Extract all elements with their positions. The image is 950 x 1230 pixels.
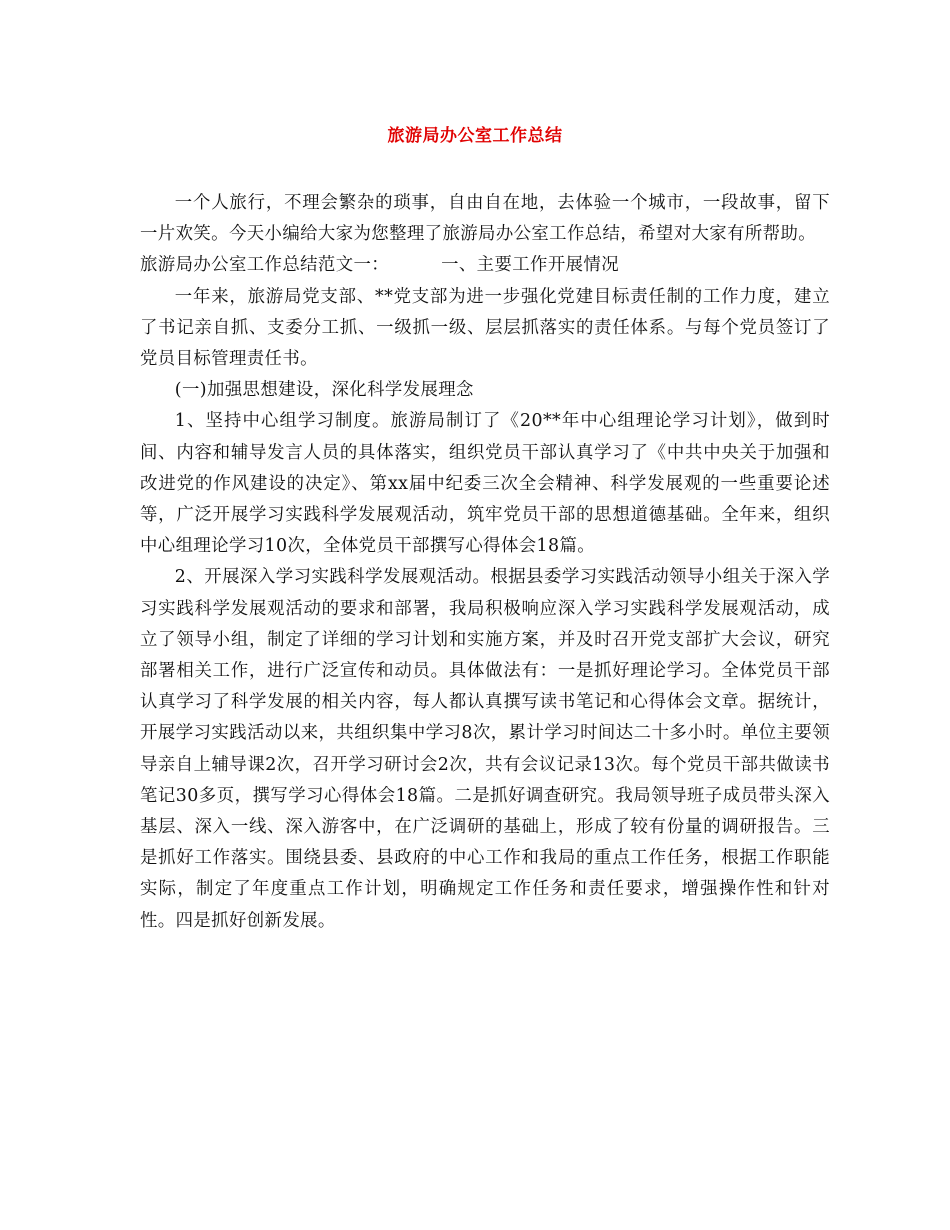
document-body — [140, 188, 830, 937]
section-heading-one: 一、主要工作开展情况 — [441, 255, 619, 276]
document-title: 旅游局办公室工作总结 — [387, 126, 563, 146]
item-one-paragraph: 1、坚持中心组学习制度。旅游局制订了《20**年中心组理论学习计划》，做到时间、内容和辅导发言人员的具体落实，组织党员干部认真学习了《中共中央关于加强和改进党的作风建设的决定》、第xx届中纪委三次全会精神、科学发展观的一些重要论述等，广泛开展学习实践科学发展观活动，筑牢党员干部的思想道德基础。全年来，组织中心组理论学习10次，全体党员干部撰写心得体会18篇。 — [140, 411, 830, 557]
item-two-paragraph: 2、开展深入学习实践科学发展观活动。根据县委学习实践活动领导小组关于深入学习实践科学发展观活动的要求和部署，我局积极响应深入学习实践科学发展观活动，成立了领导小组，制定了详细的学习计划和实施方案，并及时召开党支部扩大会议，研究部署相关工作，进行广泛宣传和动员。具体做法有：一是抓好理论学习。全体党员干部认真学习了科学发展的相关内容，每人都认真撰写读书笔记和心得体会文章。据统计，开展学习实践活动以来，共组织集中学习8次，累计学习时间达二十多小时。单位主要领导亲自上辅导课2次，召开学习研讨会2次，共有会议记录13次。每个党员干部共做读书笔记30多页，撰写学习心得体会18篇。二是抓好调查研究。我局领导班子成员带头深入基层、深入一线、深入游客中，在广泛调研的基础上，形成了较有份量的调研报告。三是抓好工作落实。围绕县委、县政府的中心工作和我局的重点工作任务，根据工作职能实际，制定了年度重点工作计划，明确规定工作任务和责任要求，增强操作性和针对性。四是抓好创新发展。 — [140, 567, 830, 931]
sample-title: 旅游局办公室工作总结范文一： — [140, 255, 390, 276]
sample-heading-line — [140, 250, 830, 281]
intro-paragraph: 一个人旅行，不理会繁杂的琐事，自由自在地，去体验一个城市，一段故事，留下一片欢笑。今天小编给大家为您整理了旅游局办公室工作总结，希望对大家有所帮助。 — [140, 193, 830, 245]
subheading-one: (一)加强思想建设，深化科学发展理念 — [174, 380, 474, 401]
overview-paragraph: 一年来，旅游局党支部、**党支部为进一步强化党建目标责任制的工作力度，建立了书记亲自抓、支委分工抓、一级抓一级、层层抓落实的责任体系。与每个党员签订了党员目标管理责任书。 — [140, 286, 830, 370]
